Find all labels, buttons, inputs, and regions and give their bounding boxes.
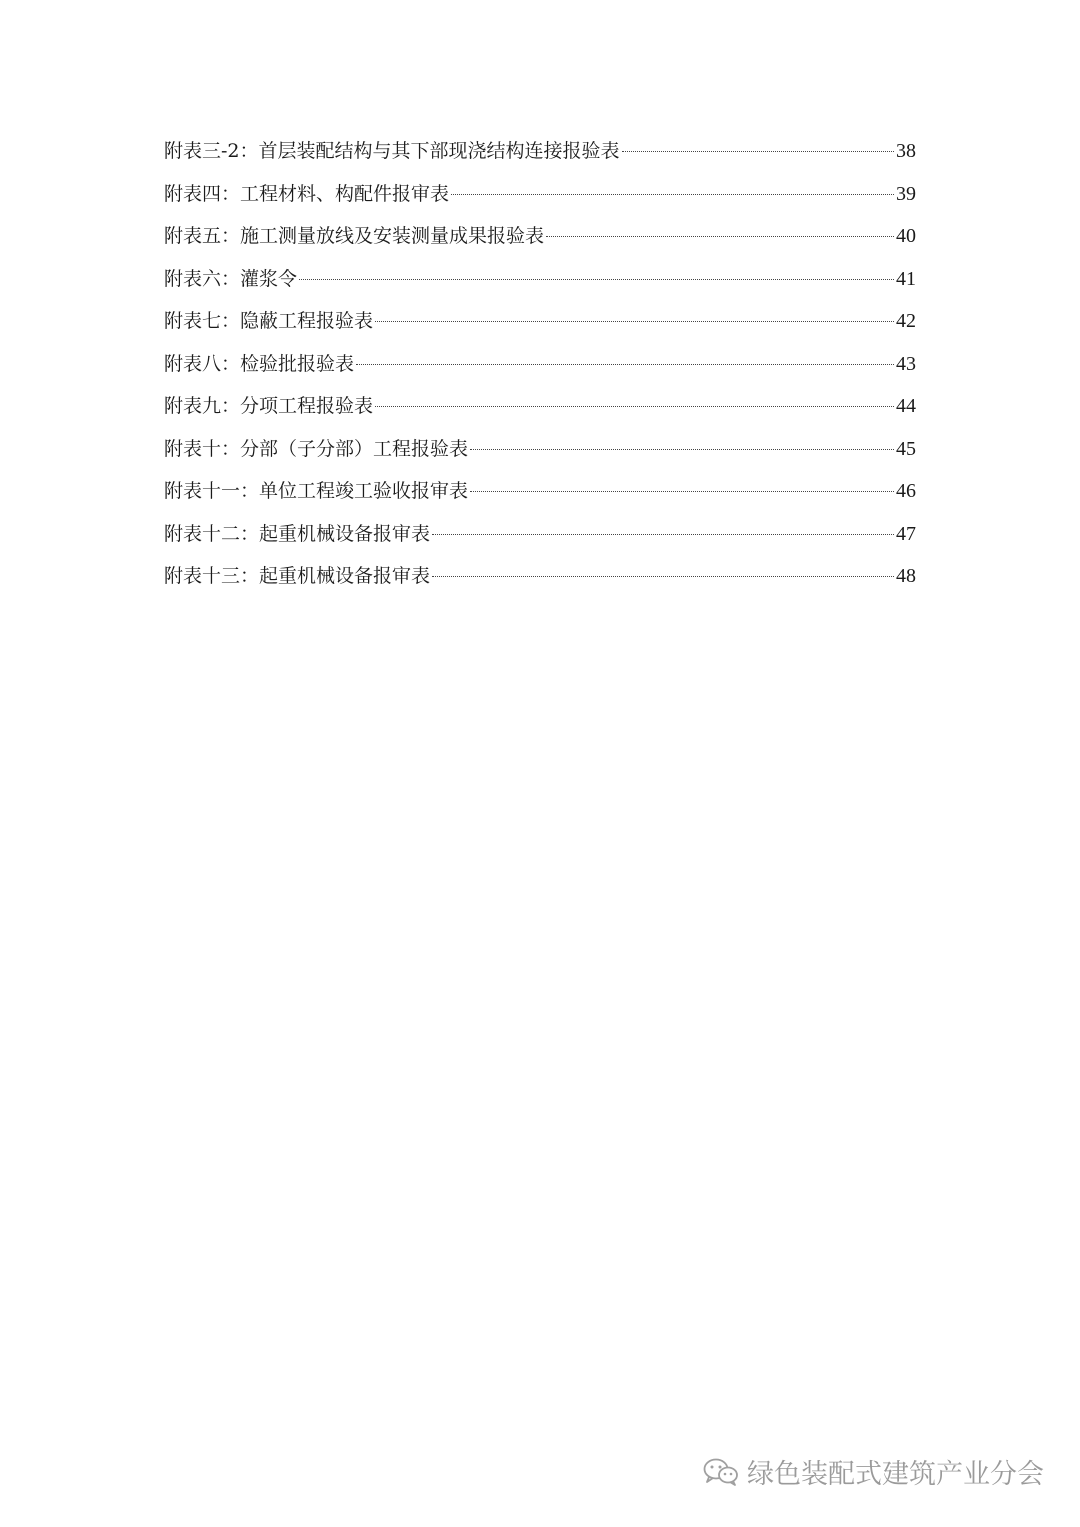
toc-entry-title: 附表十三：起重机械设备报审表 [164, 565, 431, 587]
toc-entry[interactable] [164, 173, 916, 216]
dot-leader [470, 449, 894, 450]
dot-leader [451, 194, 894, 195]
toc-entry[interactable] [164, 130, 916, 173]
toc-entry-title: 附表九：分项工程报验表 [164, 395, 374, 417]
toc-entry-title: 附表八：检验批报验表 [164, 352, 355, 375]
toc-entry[interactable] [164, 428, 916, 471]
wechat-icon [703, 1457, 739, 1487]
watermark [703, 1452, 1044, 1491]
toc-entry[interactable] [164, 385, 916, 428]
dot-leader [622, 151, 894, 152]
toc-page-number: 40 [896, 225, 916, 247]
toc-entry[interactable] [164, 513, 916, 556]
watermark-text: 绿色装配式建筑产业分会 [747, 1459, 1044, 1490]
toc-entry[interactable] [164, 470, 916, 513]
dot-leader [299, 279, 894, 280]
toc-entry[interactable] [164, 300, 916, 343]
toc-page-number: 43 [896, 352, 916, 375]
toc-page-number: 46 [896, 480, 916, 502]
dot-leader [432, 534, 894, 535]
toc-entry-title: 附表三-2：首层装配结构与其下部现浇结构连接报验表 [164, 140, 620, 162]
dot-leader [375, 321, 894, 322]
toc-page-number: 44 [896, 395, 916, 417]
dot-leader [470, 491, 894, 492]
toc-page-number: 45 [896, 437, 916, 460]
toc-entry[interactable] [164, 258, 916, 301]
toc-entry[interactable] [164, 343, 916, 386]
toc-entry[interactable] [164, 555, 916, 598]
toc-page-number: 47 [896, 522, 916, 545]
toc-entry-title: 附表五：施工测量放线及安装测量成果报验表 [164, 225, 545, 247]
toc-page-number: 39 [896, 182, 916, 205]
toc-page-number: 38 [896, 140, 916, 162]
dot-leader [356, 364, 894, 365]
toc-entry-title: 附表七：隐蔽工程报验表 [164, 310, 374, 332]
dot-leader [546, 236, 894, 237]
dot-leader [432, 576, 894, 577]
toc-entry-title: 附表十二：起重机械设备报审表 [164, 522, 431, 545]
toc-entry[interactable] [164, 215, 916, 258]
toc-entry-title: 附表六：灌浆令 [164, 267, 298, 290]
toc-entry-title: 附表十一：单位工程竣工验收报审表 [164, 480, 469, 502]
table-of-contents [164, 130, 916, 598]
dot-leader [375, 406, 894, 407]
toc-page-number: 41 [896, 267, 916, 290]
toc-entry-title: 附表四：工程材料、构配件报审表 [164, 182, 450, 205]
toc-page-number: 48 [896, 565, 916, 587]
toc-page-number: 42 [896, 310, 916, 332]
toc-entry-title: 附表十：分部（子分部）工程报验表 [164, 437, 469, 460]
